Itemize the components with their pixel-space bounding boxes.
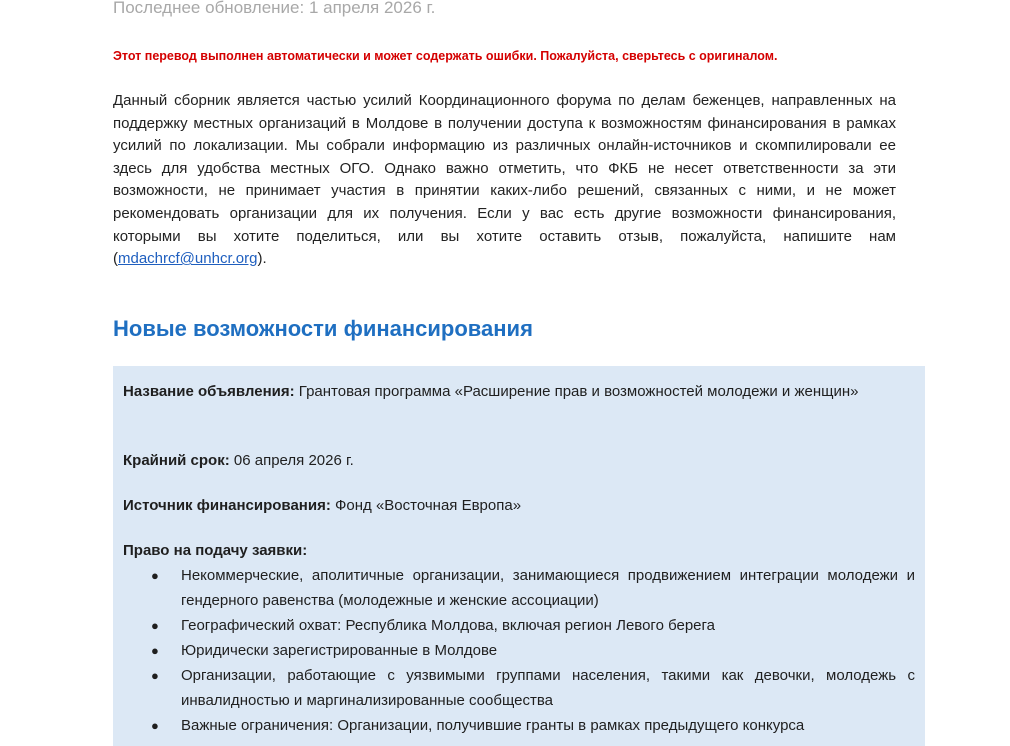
announcement-name-value: Грантовая программа «Расширение прав и возможностей молодежи и женщин» [294,383,859,400]
funding-source-value: Фонд «Восточная Европа» [330,497,522,514]
list-item: ● Юридически зарегистрированные в Молдове [123,638,915,663]
opportunity-card [113,366,925,746]
list-item: ● Важные ограничения: Организации, получившие гранты в рамках предыдущего конкурса [123,713,915,738]
last-updated-text: Последнее обновление: 1 апреля 2026 г. [113,0,436,17]
intro-text: Данный сборник является частью усилий Координационного форума по делам беженцев, направленных на поддержку местных организаций в Молдове в получении доступа к возможностям финансирования в рамках усилий по локализации. Мы собрали информацию из различных онлайн-источников и скомпилировали ее здесь для удобства местных ОГО. Однако важно отметить, что ФКБ не несет ответственности за эти возможности, не принимает участия в принятии каких-либо решений, связанных с ними, и не может рекомендовать организации для их получения. Если у вас есть другие возможности финансирования, которыми вы хотите поделиться, или вы хотите оставить отзыв, пожалуйста, напишите нам ( [113,92,896,268]
announcement-name [123,379,915,404]
list-item: ● Географический охват: Республика Молдова, включая регион Левого берега [123,613,915,638]
intro-paragraph [113,90,896,271]
funding-source [123,493,915,518]
deadline [123,448,915,473]
bullet-icon: ● [151,568,159,583]
eligibility-list [123,563,915,738]
intro-suffix: ). [257,250,267,268]
eligibility-label: Право на подачу заявки: [123,542,308,559]
eligibility-heading [123,538,915,563]
bullet-icon: ● [151,618,159,633]
deadline-value: 06 апреля 2026 г. [229,452,354,469]
contact-email-link[interactable]: mdachrcf@unhcr.org [118,250,258,268]
funding-source-label: Источник финансирования: [123,497,331,514]
section-title: Новые возможности финансирования [113,316,533,341]
deadline-label: Крайний срок: [123,452,230,469]
bullet-icon: ● [151,643,159,658]
bullet-icon: ● [151,718,159,733]
bullet-icon: ● [151,668,159,683]
announcement-name-label: Название объявления: [123,383,295,400]
list-item: ● Организации, работающие с уязвимыми группами населения, такими как девочки, молодежь с инвалидностью и маргинализированные сообщества [123,663,915,713]
eligibility-block [123,563,915,738]
list-item: ● Некоммерческие, аполитичные организации, занимающиеся продвижением интеграции молодежи и гендерного равенства (молодежные и женские ассоциации) [123,563,915,613]
translation-disclaimer: Этот перевод выполнен автоматически и может содержать ошибки. Пожалуйста, сверьтесь с оригиналом. [113,49,778,63]
